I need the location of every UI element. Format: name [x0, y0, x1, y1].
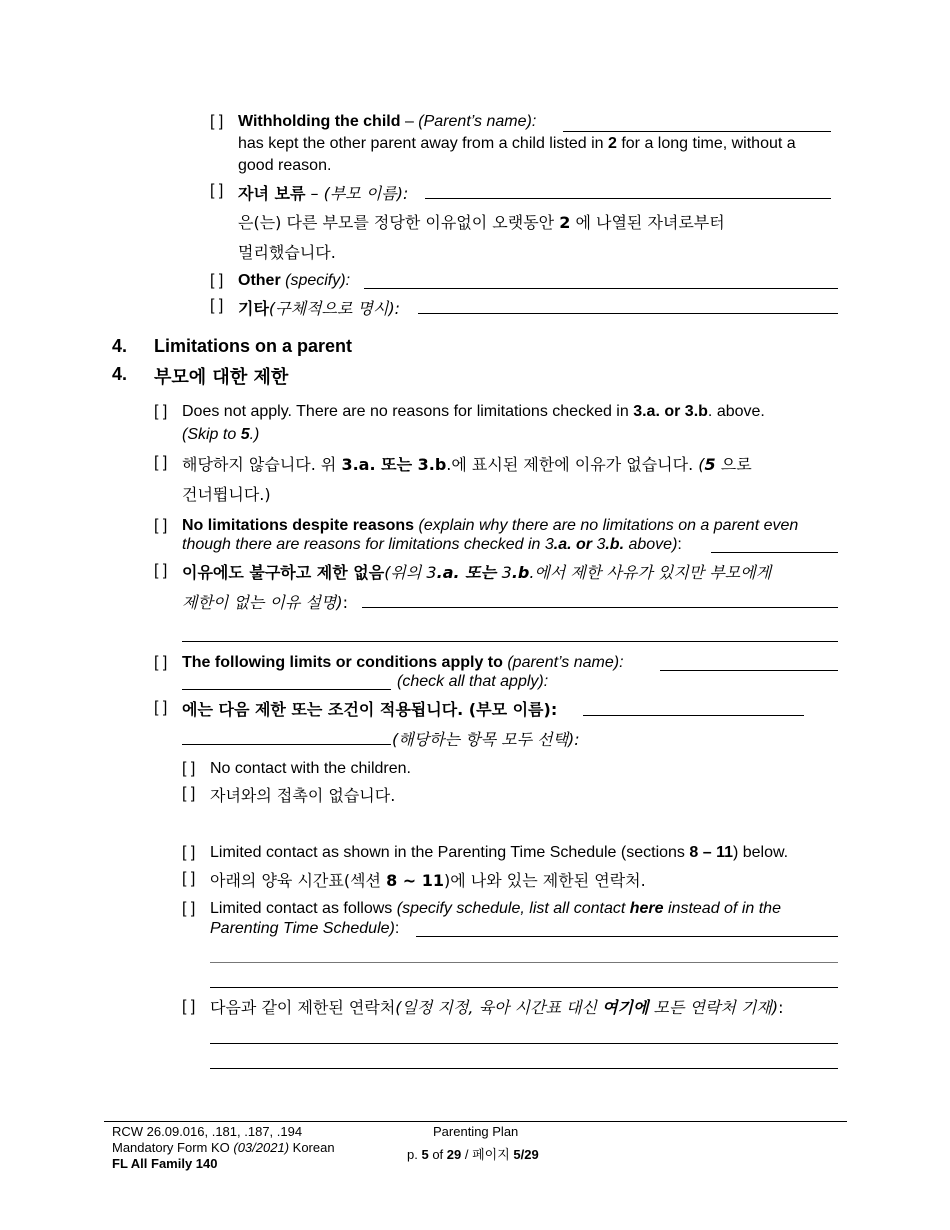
no-limitations-en-line1 [182, 517, 798, 535]
text: 으로 [715, 455, 752, 474]
ref: 3 [501, 563, 512, 582]
no-contact-en: No contact with the children. [210, 760, 411, 777]
no-limitations-ko-line1 [182, 560, 771, 583]
following-limits-ko-title: 에는 다음 제한 또는 조건이 적용됩니다. (부모 이름): [182, 700, 558, 719]
no-limitations-ko-explain-field[interactable] [362, 607, 838, 608]
other-ko-title: 기타 [238, 299, 269, 318]
checkbox-other-ko[interactable]: [ ] [210, 297, 224, 314]
following-parent-name-ko-field[interactable] [583, 715, 804, 716]
text: Korean [289, 1140, 335, 1155]
ref: .b. [605, 536, 625, 553]
text: p. [407, 1147, 422, 1162]
text: 다음과 같이 제한된 연락처 [210, 998, 396, 1017]
following-parent-name-field-2[interactable] [182, 689, 391, 690]
no-limitations-explain-field[interactable] [711, 552, 838, 553]
emphasis: here [629, 900, 664, 917]
text: .) [249, 426, 260, 443]
limited-follows-en-line1 [210, 900, 781, 918]
no-limitations-ko-line2 [182, 590, 348, 613]
dash: – [305, 184, 324, 203]
limited-follows-ko-field-2[interactable] [210, 1068, 838, 1069]
text: 아래의 양육 시간표(섹션 [210, 871, 387, 890]
text: Parenting Time Schedule) [210, 920, 395, 937]
text: 모든 연락처 기재) [648, 998, 779, 1017]
text: )에 나와 있는 제한된 연락처. [444, 871, 646, 890]
text: of [428, 1147, 447, 1162]
section-ref: 2 [559, 213, 571, 232]
ref: .a. or [553, 536, 597, 553]
text: ) below. [732, 844, 789, 861]
text: (specify schedule, list all contact [396, 900, 630, 917]
limited-follows-ko [210, 995, 784, 1018]
checkbox-withholding[interactable]: [ ] [210, 113, 224, 130]
parent-name-label: (parent’s name): [502, 654, 624, 671]
checkbox-no-contact[interactable]: [ ] [182, 760, 196, 777]
text: ( [698, 455, 705, 474]
page-total: 29 [446, 1147, 462, 1162]
page-total-ko: /29 [520, 1147, 539, 1162]
limited-follows-field-3[interactable] [210, 987, 838, 988]
not-apply-ko-line2: 건너뜁니다.) [182, 485, 271, 504]
checkbox-no-limitations-ko[interactable]: [ ] [154, 562, 168, 579]
text: : [677, 536, 682, 553]
dash: – [400, 113, 419, 130]
ref: .a [436, 563, 454, 582]
ref: . or [655, 403, 685, 420]
withholding-ko-line1 [238, 181, 408, 204]
text: Does not apply. There are no reasons for limitations checked in [182, 403, 634, 420]
text: 은(는) 다른 부모를 정당한 이유없이 오랫동안 [238, 213, 560, 232]
text: Limited contact as follows [210, 900, 397, 917]
specify-label: (specify): [280, 272, 351, 289]
footer-form-id: FL All Family 140 [112, 1156, 218, 1171]
text: 제한이 없는 이유 설명) [182, 593, 343, 612]
text: 에 나열된 자녀로부터 [570, 213, 725, 232]
text: though there are reasons for limitations checked in 3 [182, 536, 554, 553]
following-limits-ko-check-all: (해당하는 항목 모두 선택): [392, 730, 580, 749]
following-limits-check-all: (check all that apply): [397, 673, 549, 690]
withholding-en-line3: good reason. [238, 157, 332, 174]
checkbox-following-limits[interactable]: [ ] [154, 654, 168, 671]
ref: .b [693, 403, 708, 420]
text: .에서 제한 사유가 있지만 부모에게 [529, 563, 772, 582]
text: . above. [707, 403, 765, 420]
ref: .a [642, 403, 656, 420]
section-ref: 8 ~ 11 [386, 871, 445, 890]
text: : [394, 920, 400, 937]
checkbox-no-limitations[interactable]: [ ] [154, 517, 168, 534]
not-apply-en-line1 [182, 403, 765, 421]
limited-follows-field-2[interactable] [210, 962, 838, 963]
limited-schedule-ko [210, 868, 646, 891]
ref: . 또는 [369, 455, 418, 474]
checkbox-limited-schedule-ko[interactable]: [ ] [182, 870, 196, 887]
withholding-en-line2 [238, 135, 796, 153]
following-parent-name-field[interactable] [660, 670, 838, 671]
footer-page-number [407, 1144, 539, 1163]
ref: 3 [633, 403, 643, 420]
section-4-number-ko: 4. [112, 364, 128, 384]
checkbox-other[interactable]: [ ] [210, 272, 224, 289]
limited-follows-field-1[interactable] [416, 936, 838, 937]
checkbox-limited-follows[interactable]: [ ] [182, 900, 196, 917]
withholding-ko-title: 자녀 보류 [238, 184, 306, 203]
checkbox-withholding-ko[interactable]: [ ] [210, 182, 224, 199]
text: Limited contact as shown in the Parenting Time Schedule (sections [210, 844, 690, 861]
section-4-heading: Limitations on a parent [154, 336, 353, 356]
no-limitations-en-line2 [182, 536, 682, 554]
section-4-number: 4. [112, 336, 128, 356]
text: : [342, 593, 348, 612]
checkbox-limited-schedule[interactable]: [ ] [182, 844, 196, 861]
withholding-ko-line2 [238, 210, 725, 233]
section-4-heading-ko: 부모에 대한 제한 [154, 367, 289, 388]
not-apply-ko-line1 [182, 452, 752, 475]
text: instead of in the [663, 900, 781, 917]
parent-name-label: (Parent’s name): [418, 113, 537, 130]
text: has kept the other parent away from a child listed in [238, 135, 608, 152]
no-limitations-ko-explain-field-2[interactable] [182, 641, 838, 642]
section-ref: 2 [607, 135, 617, 152]
withholding-title: Withholding the child [238, 113, 401, 130]
footer-rule [104, 1121, 847, 1122]
following-parent-name-ko-field-2[interactable] [182, 744, 391, 745]
footer-rcw: RCW 26.09.016, .181, .187, .194 [112, 1124, 303, 1139]
following-limits-title: The following limits or conditions apply to [182, 654, 503, 671]
parent-name-ko-label: (부모 이름): [323, 184, 409, 203]
other-specify-field[interactable] [364, 288, 838, 289]
checkbox-limited-follows-ko[interactable]: [ ] [182, 998, 196, 1015]
text: (위의 3 [384, 563, 437, 582]
text: for a long time, without a [616, 135, 796, 152]
checkbox-no-contact-ko[interactable]: [ ] [182, 785, 196, 802]
checkbox-not-apply-ko[interactable]: [ ] [154, 454, 168, 471]
no-limitations-title: No limitations despite reasons [182, 517, 415, 534]
withholding-ko-line3: 멀리했습니다. [238, 243, 336, 262]
limited-follows-en-line2 [210, 920, 399, 938]
limited-follows-ko-field-1[interactable] [210, 1043, 838, 1044]
ref: 3 [596, 536, 606, 553]
form-date: (03/2021) [233, 1140, 290, 1155]
footer-title: Parenting Plan [433, 1124, 519, 1139]
text: 해당하지 않습니다. 위 [182, 455, 342, 474]
ref: 5 [704, 455, 716, 474]
text: (explain why there are no limitations on a parent even [414, 517, 799, 534]
no-contact-ko: 자녀와의 접촉이 없습니다. [210, 786, 396, 805]
other-en [238, 272, 350, 290]
ref: . 또는 [453, 563, 502, 582]
limited-schedule-en [210, 844, 788, 862]
checkbox-following-limits-ko[interactable]: [ ] [154, 699, 168, 716]
emphasis: 여기에 [602, 998, 649, 1017]
ref: .a [352, 455, 370, 474]
other-title: Other [238, 272, 281, 289]
no-limitations-ko-title: 이유에도 불구하고 제한 없음 [182, 563, 385, 582]
not-apply-en-skip [182, 426, 259, 444]
text: (Skip to [182, 426, 241, 443]
ref: .b [511, 563, 530, 582]
ref: 3 [417, 455, 429, 474]
section-ref: 8 – 11 [689, 844, 733, 861]
specify-ko-label: (구체적으로 명시): [268, 299, 401, 318]
page-current-ko: 5 [513, 1147, 521, 1162]
text: above) [624, 536, 678, 553]
ref: 5 [240, 426, 250, 443]
text: .에 표시된 제한에 이유가 없습니다. [446, 455, 699, 474]
text: (일정 지정, 육아 시간표 대신 [395, 998, 603, 1017]
footer-form [112, 1140, 335, 1155]
text: : [778, 998, 784, 1017]
ref: 3 [684, 403, 694, 420]
parent-name-ko-field[interactable] [425, 198, 831, 199]
following-limits-en-line1 [182, 654, 624, 672]
other-ko-specify-field[interactable] [418, 313, 838, 314]
ref: 3 [341, 455, 353, 474]
other-ko [238, 296, 400, 319]
ref: .b [428, 455, 447, 474]
text: Mandatory Form KO [112, 1140, 234, 1155]
text: / 페이지 [461, 1147, 514, 1162]
parent-name-field[interactable] [563, 131, 831, 132]
page-current: 5 [421, 1147, 429, 1162]
checkbox-not-apply[interactable]: [ ] [154, 403, 168, 420]
withholding-en-line1 [238, 113, 536, 131]
